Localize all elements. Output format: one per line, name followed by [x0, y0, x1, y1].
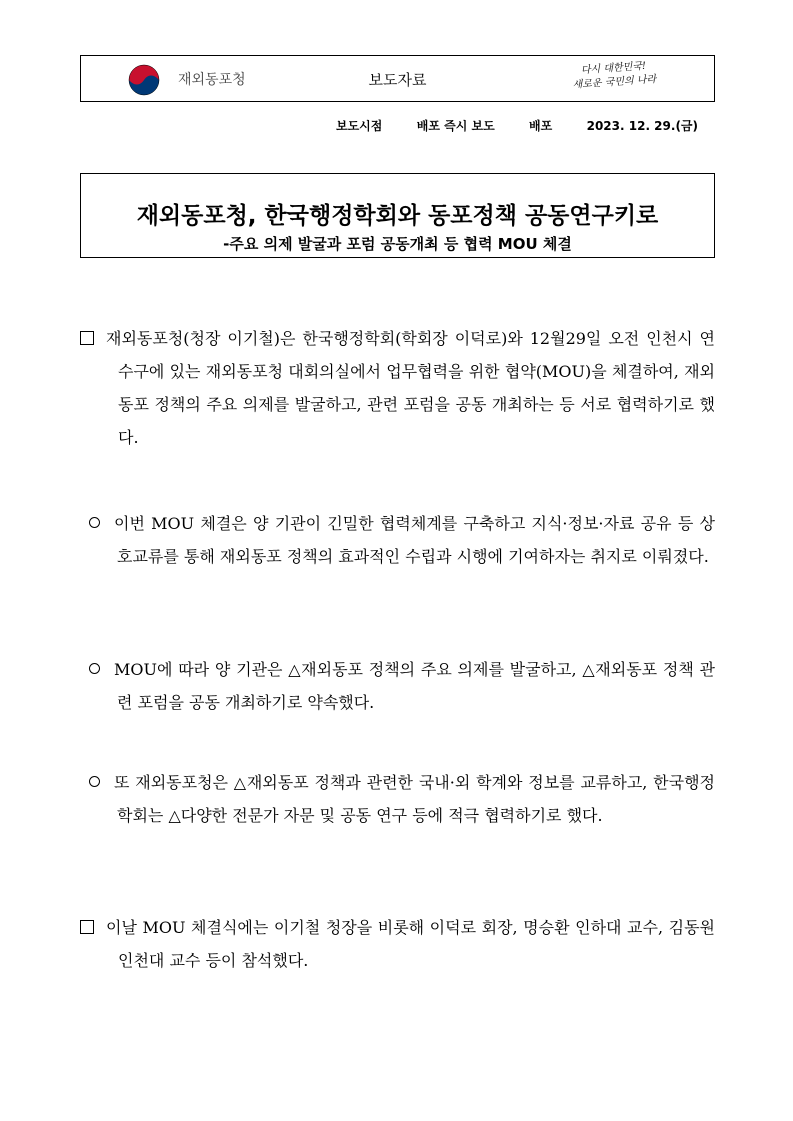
- page-title: 재외동포청, 한국행정학회와 동포정책 공동연구키로: [136, 203, 659, 229]
- title-box: [80, 173, 715, 258]
- agency-name: 재외동포청: [178, 72, 246, 88]
- paragraph-1-text: 재외동포청(청장 이기철)은 한국행정학회(학회장 이덕로)와 12월29일 오전 인천시 연수구에 있는 재외동포청 대회의실에서 업무협력을 위한 협약(MOU)을 체결하여, 재외동포 정책의 주요 의제를 발굴하고, 관련 포럼을 공동 개최하는 등 서로 협력하기로 했다.: [106, 329, 715, 447]
- bullet-3: [89, 766, 715, 832]
- circle-bullet-icon: [89, 776, 100, 787]
- square-bullet-icon: [80, 920, 94, 934]
- bullet-2-text: MOU에 따라 양 기관은 △재외동포 정책의 주요 의제를 발굴하고, △재외동포 정책 관련 포럼을 공동 개최하기로 약속했다.: [114, 660, 715, 712]
- bullet-2: [89, 653, 715, 719]
- paragraph-1: [80, 322, 715, 454]
- paragraph-2-text: 이날 MOU 체결식에는 이기철 청장을 비롯해 이덕로 회장, 명승환 인하대 교수, 김동원 인천대 교수 등이 참석했다.: [106, 918, 715, 970]
- square-bullet-icon: [80, 331, 94, 345]
- header-box: [80, 55, 715, 102]
- dist-label: 배포: [529, 119, 553, 133]
- slogan-line2: 새로운 국민의 나라: [572, 74, 657, 91]
- circle-bullet-icon: [89, 663, 100, 674]
- paragraph-2: [80, 911, 715, 977]
- release-date: 2023. 12. 29.(금): [586, 119, 698, 133]
- bullet-1: [89, 507, 715, 573]
- doc-type: 보도자료: [368, 71, 427, 89]
- page-subtitle: -주요 의제 발굴과 포럼 공동개최 등 협력 MOU 체결: [223, 235, 572, 253]
- bullet-1-text: 이번 MOU 체결은 양 기관이 긴밀한 협력체계를 구축하고 지식·정보·자료 공유 등 상호교류를 통해 재외동포 정책의 효과적인 수립과 시행에 기여하자는 취지로 이뤄졌다.: [114, 514, 715, 566]
- slogan-line1: 다시 대한민국!: [580, 60, 647, 77]
- release-info: [336, 117, 698, 134]
- bullet-3-text: 또 재외동포청은 △재외동포 정책과 관련한 국내·외 학계와 정보를 교류하고, 한국행정학회는 △다양한 전문가 자문 및 공동 연구 등에 적극 협력하기로 했다.: [114, 773, 715, 825]
- release-label: 보도시점: [336, 119, 383, 133]
- circle-bullet-icon: [89, 517, 100, 528]
- release-timing: 배포 즉시 보도: [416, 119, 495, 133]
